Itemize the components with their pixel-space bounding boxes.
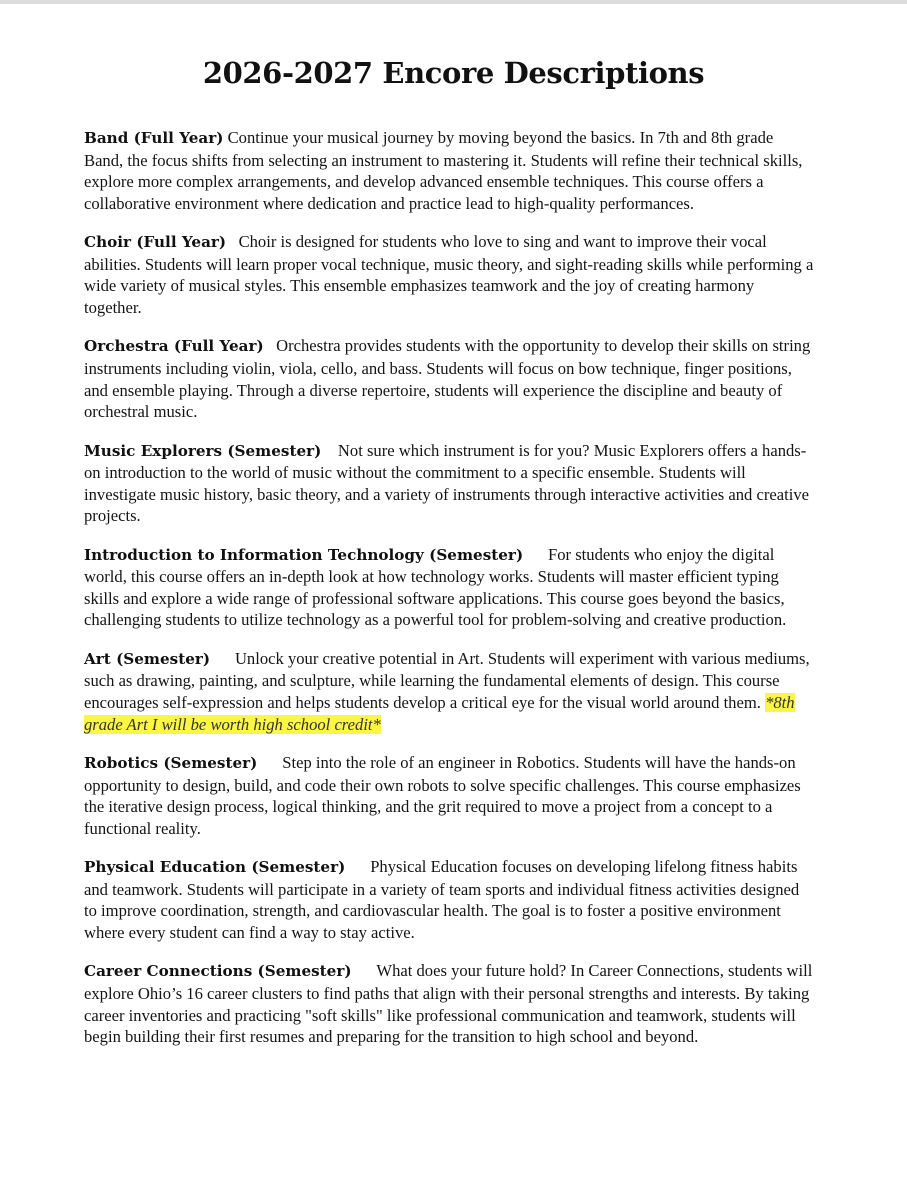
- course-entry-art: [84, 648, 814, 735]
- course-heading: Choir (Full Year): [84, 233, 227, 252]
- course-description: What does your future hold? In Career Connections, students will explore Ohio’s 16 career clusters to find paths that align with their personal strengths and interests. By taking career inventories and practicing "soft skills" like professional communication and teamwork, students will begin building their first resumes and preparing for the transition to high school and beyond.: [84, 961, 813, 1047]
- highlighted-credit-note: *8th grade Art I will be worth high school credit*: [84, 693, 795, 734]
- course-entry-music-explorers: [84, 440, 814, 527]
- course-heading: Band (Full Year): [84, 129, 224, 147]
- course-entry-orchestra: [84, 335, 814, 422]
- course-entry-career-connections: [84, 960, 814, 1047]
- course-description: Choir is designed for students who love to sing and want to improve their vocal abilities. Students will learn proper vocal technique, music theory, and sight-reading skills while performing a wide variety of musical styles. This ensemble emphasizes teamwork and the joy of creating harmony together.: [84, 232, 814, 317]
- course-entry-physical-education: [84, 856, 814, 943]
- course-heading: Career Connections (Semester): [84, 962, 352, 981]
- course-description: Unlock your creative potential in Art. Students will experiment with various mediums, such as drawing, painting, and sculpture, while learning the fundamental elements of design. This course encourages self-expression and helps students develop a critical eye for the visual world around them.: [84, 648, 810, 713]
- page-top-edge: [0, 0, 907, 4]
- course-heading: Music Explorers (Semester): [84, 441, 322, 460]
- course-heading: Introduction to Information Technology (Semester): [84, 545, 524, 564]
- course-heading: Physical Education (Semester): [84, 858, 346, 877]
- course-description: Step into the role of an engineer in Robotics. Students will have the hands-on opportunity to design, build, and code their own robots to solve specific challenges. This course emphasizes the iterative design process, logical thinking, and the grit required to move a project from a concept to a functional reality.: [84, 753, 801, 838]
- course-description: Continue your musical journey by moving beyond the basics. In 7th and 8th grade Band, the focus shifts from selecting an instrument to mastering it. Students will refine their technical skills, explore more complex arrangements, and develop advanced ensemble techniques. This course offers a collaborative environment where dedication and practice lead to high-quality performances.: [84, 128, 803, 213]
- course-description: Orchestra provides students with the opportunity to develop their skills on string instruments including violin, viola, cello, and bass. Students will focus on bow technique, finger positions, and ensemble playing. Through a diverse repertoire, students will experience the discipline and beauty of orchestral music.: [84, 336, 811, 422]
- course-entry-choir: [84, 231, 814, 318]
- course-entry-information-technology: [84, 544, 814, 631]
- course-description: Physical Education focuses on developing lifelong fitness habits and teamwork. Students will participate in a variety of team sports and individual fitness activities designed to improve coordination, strength, and cardiovascular health. The goal is to foster a positive environment where every student can find a way to stay active.: [84, 857, 800, 942]
- course-heading: Robotics (Semester): [84, 754, 258, 773]
- course-entry-robotics: [84, 752, 814, 839]
- course-entry-band: [84, 127, 814, 214]
- course-description: For students who enjoy the digital world, this course offers an in-depth look at how technology works. Students will master efficient typing skills and explore a wide range of professional software applications. This course goes beyond the basics, challenging students to utilize technology as a powerful tool for problem-solving and creative production.: [84, 544, 787, 630]
- course-heading: Orchestra (Full Year): [84, 337, 264, 356]
- course-list: [84, 127, 814, 1065]
- course-heading: Art (Semester): [84, 649, 211, 668]
- page-title: 2026-2027 Encore Descriptions: [202, 56, 705, 90]
- course-description: Not sure which instrument is for you? Music Explorers offers a hands-on introduction to the world of music without the commitment to a specific ensemble. Students will investigate music history, basic theory, and a variety of instruments through interactive activities and creative projects.: [84, 440, 809, 526]
